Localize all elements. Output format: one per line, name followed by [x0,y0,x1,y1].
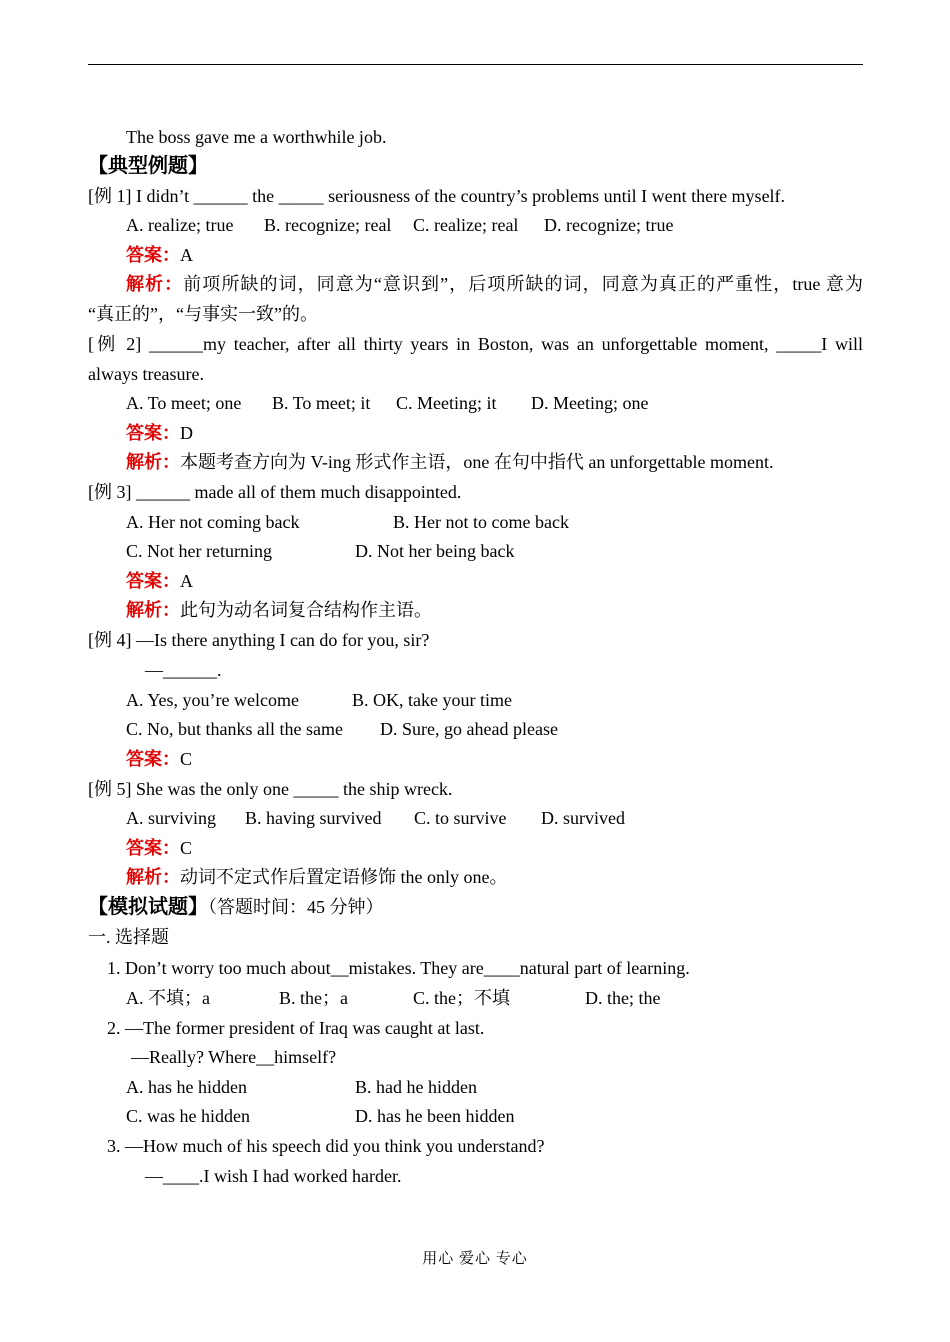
analysis-label: 解析： [126,274,184,294]
question-3-stem: 3. —How much of his speech did you think you understand? [107,1136,545,1156]
example-4-answer [126,748,192,770]
example-3-analysis [126,599,432,621]
example-2-stem-continued: always treasure. [88,364,204,384]
intro-sentence: The boss gave me a worthwhile job. [126,127,387,147]
option: B. To meet; it [272,393,371,413]
answer-label: 答案： [126,749,180,769]
example-5-analysis [126,866,507,888]
example-3-stem: [例 3] ______ made all of them much disappointed. [88,482,462,502]
question-2-stem: 2. —The former president of Iraq was caught at last. [107,1018,485,1038]
analysis-text: 本题考查方向为 V-ing 形式作主语，one 在句中指代 an unforgettable moment. [180,452,774,472]
answer-label: 答案： [126,838,180,858]
option: D. the; the [585,988,661,1008]
example-2-answer [126,422,193,444]
option: A. realize; true [126,215,234,235]
option: C. Meeting; it [396,393,497,413]
analysis-text: 此句为动名词复合结构作主语。 [180,600,432,620]
header-rule [88,64,863,65]
example-4-stem: [例 4] —Is there anything I can do for you, sir? [88,630,430,650]
analysis-text: 动词不定式作后置定语修饰 the only one。 [180,867,508,887]
example-2-analysis [126,451,773,473]
answer-value: D [180,423,193,443]
option: A. Yes, you’re welcome [126,690,299,710]
option: B. recognize; real [264,215,392,235]
question-1-stem: 1. Don’t worry too much about__mistakes. They are____natural part of learning. [107,958,690,978]
answer-value: C [180,838,193,858]
example-5-stem: [例 5] She was the only one _____ the ship wreck. [88,779,453,799]
option: D. recognize; true [544,215,674,235]
option: A. 不填；a [126,988,210,1008]
example-3-answer [126,570,193,592]
answer-value: A [180,571,193,591]
option: B. had he hidden [355,1077,477,1097]
answer-label: 答案： [126,423,180,443]
analysis-label: 解析： [126,600,180,620]
answer-value: C [180,749,193,769]
example-2-stem: [例 2] ______my teacher, after all thirty years in Boston, was an unforgettable moment, _____I will [88,334,863,354]
answer-label: 答案： [126,571,180,591]
section-title-mock-note: （答题时间：45 分钟） [208,897,384,917]
answer-label: 答案： [126,245,180,265]
option: D. Sure, go ahead please [380,719,558,739]
option: A. surviving [126,808,216,828]
option: C. Not her returning [126,541,272,561]
page-footer: 用心 爱心 专心 [422,1251,528,1267]
example-4-reply: —______. [145,660,222,680]
example-1-analysis-continued: “真正的”，“与事实一致”的。 [88,304,318,324]
section-title-mock [88,896,384,918]
answer-value: A [180,245,193,265]
analysis-label: 解析： [126,867,180,887]
option: C. to survive [414,808,507,828]
option: C. No, but thanks all the same [126,719,343,739]
option: D. has he been hidden [355,1106,515,1126]
question-3-reply: —____.I wish I had worked harder. [145,1166,402,1186]
option: B. Her not to come back [393,512,569,532]
section-title-mock-label: 【模拟试题】 [88,896,208,918]
example-5-answer [126,837,192,859]
example-1-analysis [126,273,863,295]
option: A. Her not coming back [126,512,300,532]
option: D. Meeting; one [531,393,649,413]
option: C. the；不填 [413,988,510,1008]
option: C. was he hidden [126,1106,250,1126]
option: D. Not her being back [355,541,515,561]
example-1-answer [126,244,193,266]
analysis-label: 解析： [126,452,180,472]
section-title-examples: 【典型例题】 [88,155,208,177]
option: B. having survived [245,808,382,828]
option: B. OK, take your time [352,690,512,710]
option: A. To meet; one [126,393,242,413]
option: D. survived [541,808,625,828]
analysis-text: 前项所缺的词，同意为“意识到”，后项所缺的词，同意为真正的严重性，true 意为 [183,274,863,294]
option: C. realize; real [413,215,519,235]
option: A. has he hidden [126,1077,247,1097]
part-title: 一. 选择题 [88,927,169,947]
question-2-reply: —Really? Where__himself? [131,1047,337,1067]
example-1-stem: [例 1] I didn’t ______ the _____ seriousness of the country’s problems until I went there myself. [88,186,786,206]
option: B. the；a [279,988,348,1008]
